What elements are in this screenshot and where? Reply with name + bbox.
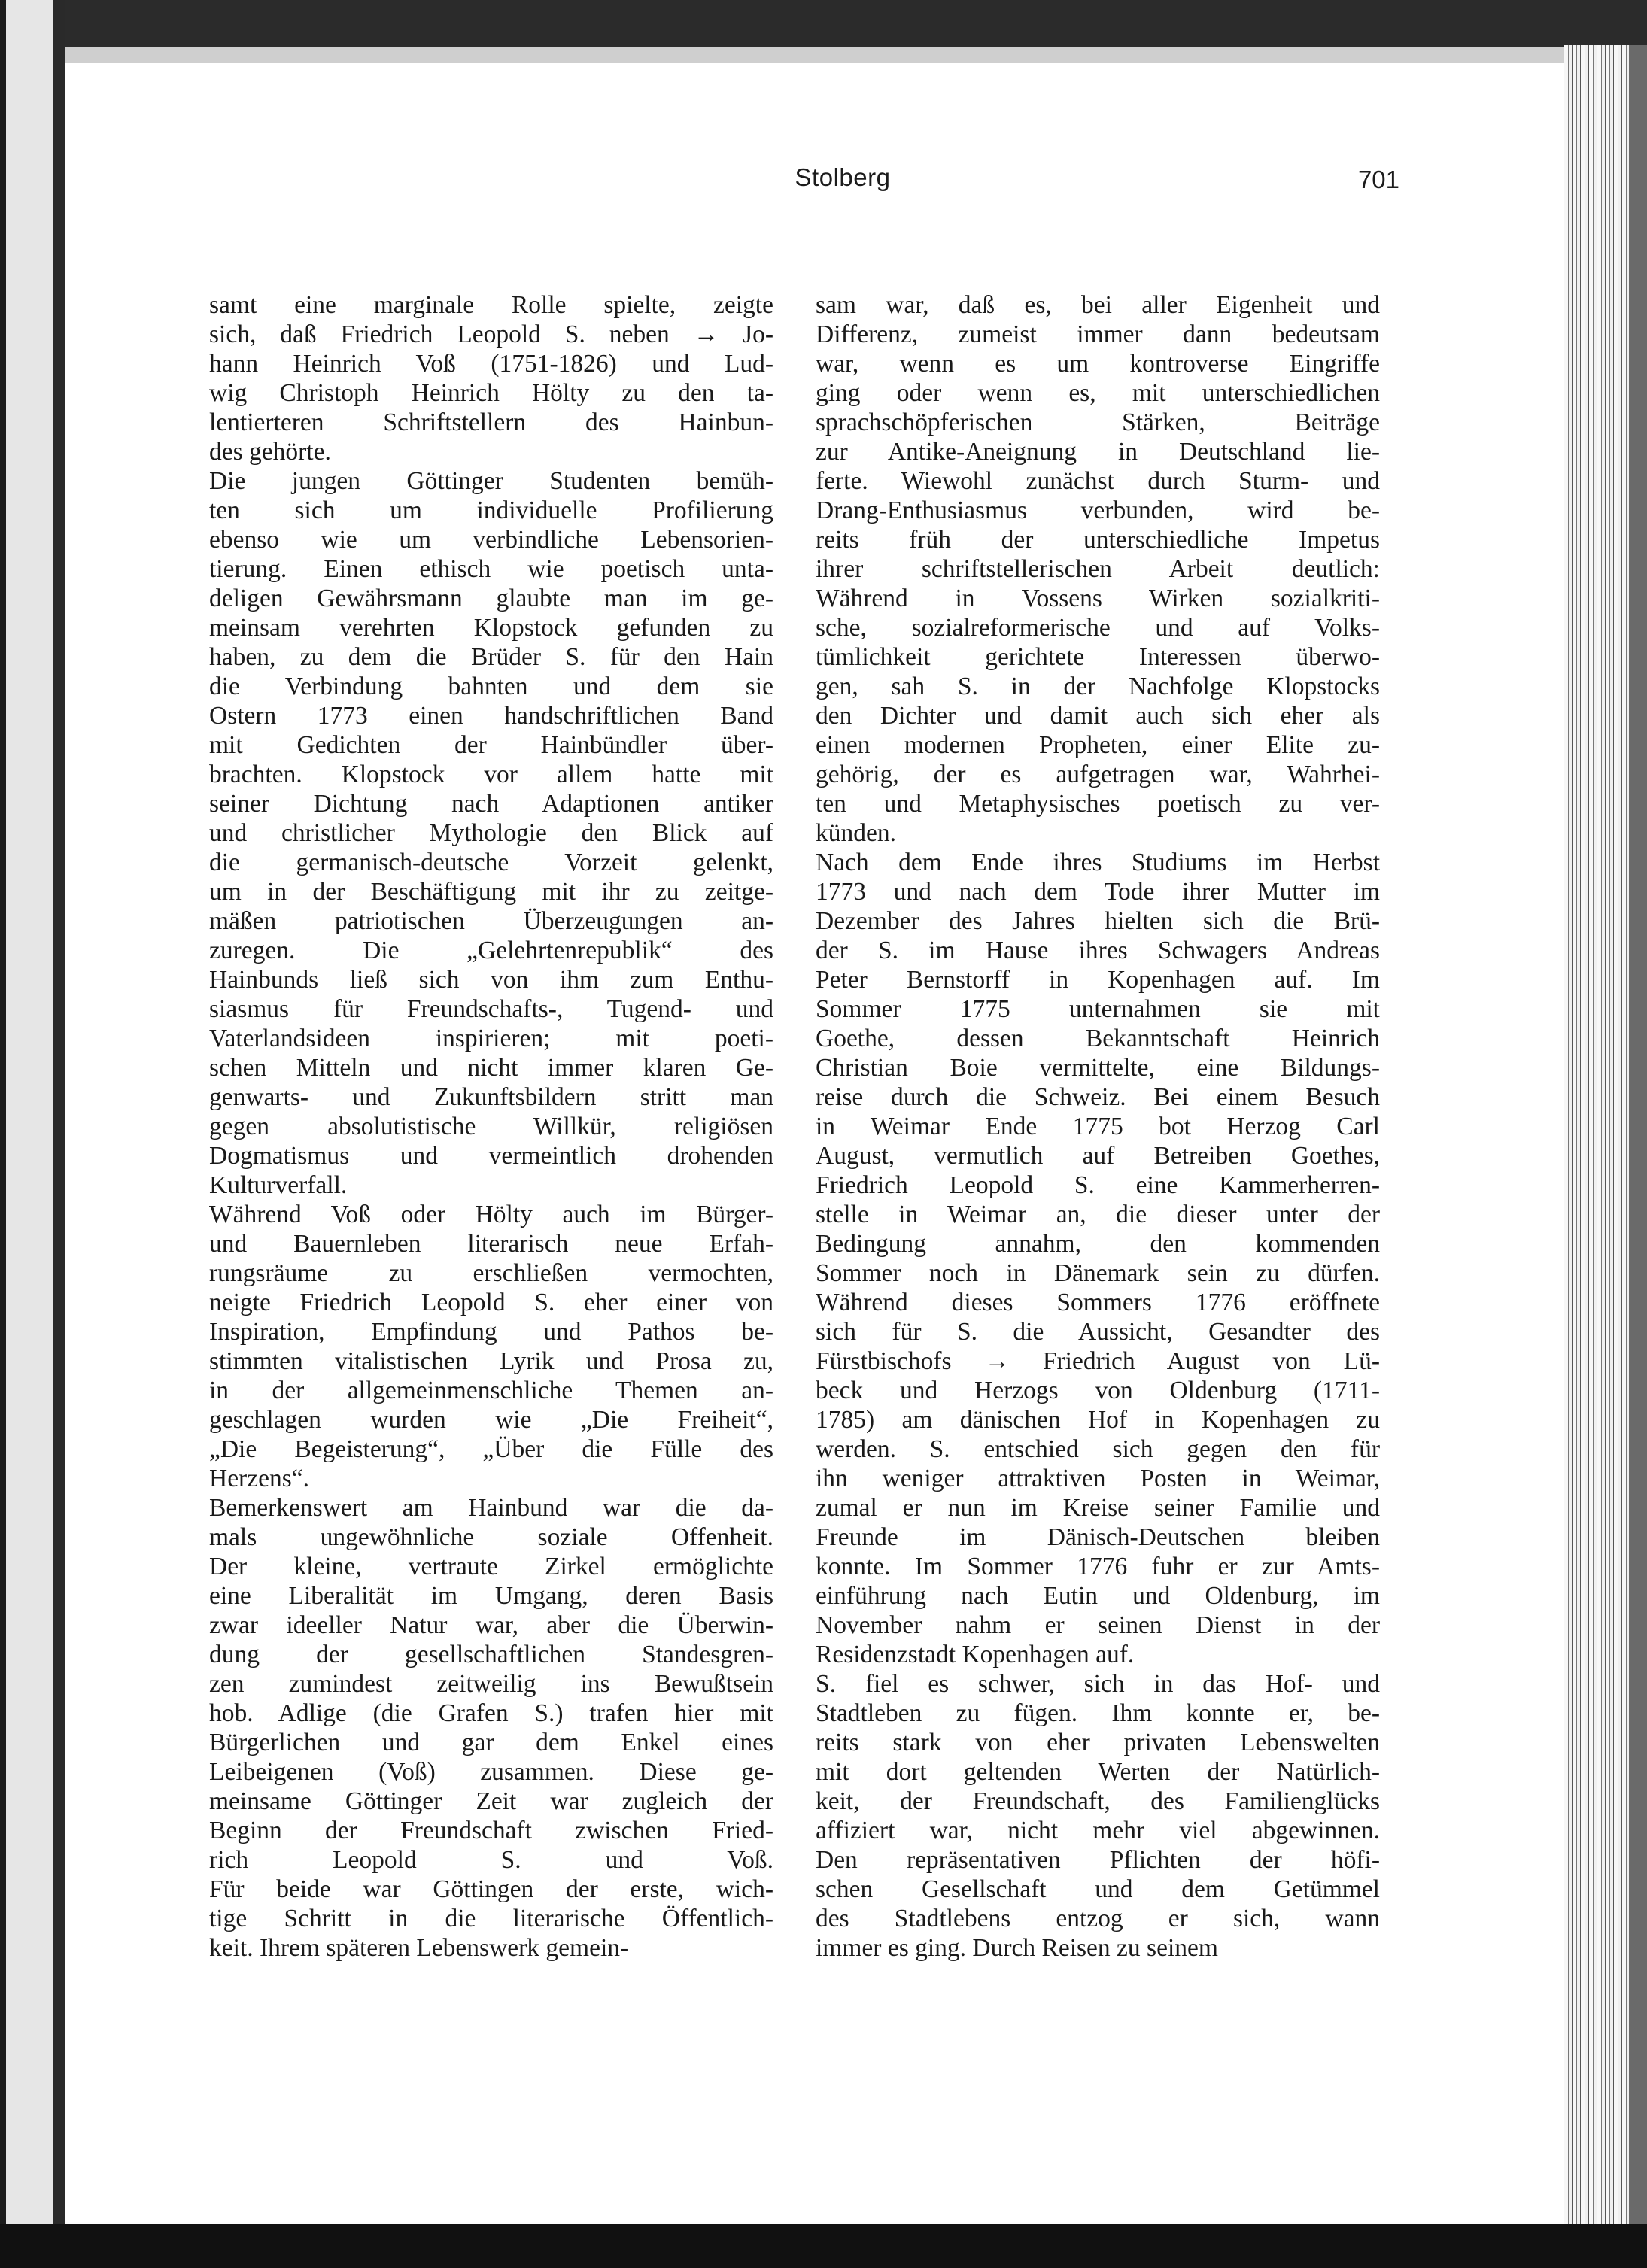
text-line: Der kleine, vertraute Zirkel ermöglichte <box>209 1553 773 1580</box>
text-line: brachten. Klopstock vor allem hatte mit <box>209 761 773 788</box>
text-line: Goethe, dessen Bekanntschaft Heinrich <box>816 1025 1380 1052</box>
text-line: 1785) am dänischen Hof in Kopenhagen zu <box>816 1406 1380 1434</box>
text-line: rungsräume zu erschließen vermochten, <box>209 1259 773 1287</box>
text-line: Friedrich Leopold S. eine Kammerherren- <box>816 1171 1380 1199</box>
text-line: keit, der Freundschaft, des Familienglücks <box>816 1787 1380 1815</box>
text-line: S. fiel es schwer, sich in das Hof- und <box>816 1670 1380 1698</box>
text-line: einen modernen Propheten, einer Elite zu- <box>816 731 1380 759</box>
text-line: Herzens“. <box>209 1465 309 1492</box>
text-line: gegen absolutistische Willkür, religiösen <box>209 1113 773 1140</box>
text-line: hann Heinrich Voß (1751-1826) und Lud- <box>209 350 773 378</box>
text-line: Dezember des Jahres hielten sich die Brü- <box>816 907 1380 935</box>
text-line: gen, sah S. in der Nachfolge Klopstocks <box>816 673 1380 700</box>
text-line: sche, sozialreformerische und auf Volks- <box>816 614 1380 642</box>
facing-page-edge <box>0 0 65 2268</box>
text-line: tige Schritt in die literarische Öffentlich- <box>209 1905 773 1933</box>
text-line: meinsam verehrten Klopstock gefunden zu <box>209 614 773 642</box>
text-line: Christian Boie vermittelte, eine Bildungs- <box>816 1054 1380 1082</box>
text-line: in der allgemeinmenschliche Themen an- <box>209 1377 773 1404</box>
text-line: die Verbindung bahnten und dem sie <box>209 673 773 700</box>
text-line: reits stark von eher privaten Lebenswelten <box>816 1729 1380 1756</box>
text-line: Dogmatismus und vermeintlich drohenden <box>209 1142 773 1170</box>
text-line: konnte. Im Sommer 1776 fuhr er zur Amts- <box>816 1553 1380 1580</box>
text-line: genwarts- und Zukunftsbildern stritt man <box>209 1083 773 1111</box>
text-line: mäßen patriotischen Überzeugungen an- <box>209 907 773 935</box>
text-line: Bemerkenswert am Hainbund war die da- <box>209 1494 773 1522</box>
text-line: sich für S. die Aussicht, Gesandter des <box>816 1318 1380 1346</box>
text-line: Nach dem Ende ihres Studiums im Herbst <box>816 849 1380 876</box>
text-line: immer es ging. Durch Reisen zu seinem <box>816 1934 1218 1962</box>
text-line: November nahm er seinen Dienst in der <box>816 1611 1380 1639</box>
text-line: künden. <box>816 819 896 847</box>
text-line: in Weimar Ende 1775 bot Herzog Carl <box>816 1113 1380 1140</box>
text-line: meinsame Göttinger Zeit war zugleich der <box>209 1787 773 1815</box>
text-line: 1773 und nach dem Tode ihrer Mutter im <box>816 878 1380 906</box>
text-line: Für beide war Göttingen der erste, wich- <box>209 1875 773 1903</box>
text-line: siasmus für Freundschafts-, Tugend- und <box>209 995 773 1023</box>
running-title: Stolberg <box>795 163 891 191</box>
text-line: mit Gedichten der Hainbündler über- <box>209 731 773 759</box>
text-line: lentierteren Schriftstellern des Hainbun- <box>209 408 773 436</box>
text-line: werden. S. entschied sich gegen den für <box>816 1435 1380 1463</box>
text-line: eine Liberalität im Umgang, deren Basis <box>209 1582 773 1610</box>
text-line: deligen Gewährsmann glaubte man im ge- <box>209 584 773 612</box>
text-line: mals ungewöhnliche soziale Offenheit. <box>209 1523 773 1551</box>
text-line: Kulturverfall. <box>209 1171 348 1199</box>
text-line: gehörig, der es aufgetragen war, Wahrhei- <box>816 761 1380 788</box>
text-line: Ostern 1773 einen handschriftlichen Band <box>209 702 773 730</box>
text-line: Sommer noch in Dänemark sein zu dürfen. <box>816 1259 1380 1287</box>
text-line: wig Christoph Heinrich Hölty zu den ta- <box>209 379 773 407</box>
book-bottom-edge <box>0 2224 1647 2268</box>
text-line: Leibeigenen (Voß) zusammen. Diese ge- <box>209 1758 773 1786</box>
text-line: Hainbunds ließ sich von ihm zum Enthu- <box>209 966 773 994</box>
text-line: Drang-Enthusiasmus verbunden, wird be- <box>816 496 1380 524</box>
text-line: reise durch die Schweiz. Bei einem Besuch <box>816 1083 1380 1111</box>
text-line: Während dieses Sommers 1776 eröffnete <box>816 1289 1380 1316</box>
text-line: zur Antike-Aneignung in Deutschland lie- <box>816 438 1380 466</box>
text-line: und Bauernleben literarisch neue Erfah- <box>209 1230 773 1258</box>
page-number: 701 <box>1357 165 1399 193</box>
text-line: samt eine marginale Rolle spielte, zeigte <box>209 291 773 319</box>
text-line: stimmten vitalistischen Lyrik und Prosa zu, <box>209 1347 773 1375</box>
text-line: einführung nach Eutin und Oldenburg, im <box>816 1582 1380 1610</box>
text-line: keit. Ihrem späteren Lebenswerk gemein- <box>209 1934 629 1962</box>
text-line: Während in Vossens Wirken sozialkriti- <box>816 584 1380 612</box>
text-line: ebenso wie um verbindliche Lebensorien- <box>209 526 773 554</box>
text-line: „Die Begeisterung“, „Über die Fülle des <box>209 1435 773 1463</box>
text-line: ihrer schriftstellerischen Arbeit deutlich: <box>816 555 1380 583</box>
text-line: zumal er nun im Kreise seiner Familie und <box>816 1494 1380 1522</box>
text-line: rich Leopold S. und Voß. <box>209 1846 773 1874</box>
text-line: Den repräsentativen Pflichten der höfi- <box>816 1846 1380 1874</box>
text-line: tümlichkeit gerichtete Interessen überwo- <box>816 643 1380 671</box>
text-line: zen zumindest zeitweilig ins Bewußtsein <box>209 1670 773 1698</box>
text-line: seiner Dichtung nach Adaptionen antiker <box>209 790 773 818</box>
text-line: Vaterlandsideen inspirieren; mit poeti- <box>209 1025 773 1052</box>
text-line: geschlagen wurden wie „Die Freiheit“, <box>209 1406 773 1434</box>
text-line: Residenzstadt Kopenhagen auf. <box>816 1641 1135 1668</box>
text-line: Stadtleben zu fügen. Ihm konnte er, be- <box>816 1699 1380 1727</box>
text-line: war, wenn es um kontroverse Eingriffe <box>816 350 1380 378</box>
text-line: haben, zu dem die Brüder S. für den Hain <box>209 643 773 671</box>
text-line: um in der Beschäftigung mit ihr zu zeitge- <box>209 878 773 906</box>
page-stack-edge <box>1564 45 1647 2234</box>
text-line: zwar ideeller Natur war, aber die Überwin- <box>209 1611 773 1639</box>
text-line: des Stadtlebens entzog er sich, wann <box>816 1905 1380 1933</box>
text-line: und christlicher Mythologie den Blick auf <box>209 819 773 847</box>
text-line: schen Gesellschaft und dem Getümmel <box>816 1875 1380 1903</box>
left-column <box>209 290 773 1963</box>
text-line: zuregen. Die „Gelehrtenrepublik“ des <box>209 937 773 964</box>
text-line: ferte. Wiewohl zunächst durch Sturm- und <box>816 467 1380 495</box>
text-line: den Dichter und damit auch sich eher als <box>816 702 1380 730</box>
text-line: Während Voß oder Hölty auch im Bürger- <box>209 1201 773 1228</box>
text-line: Sommer 1775 unternahmen sie mit <box>816 995 1380 1023</box>
text-line: Peter Bernstorff in Kopenhagen auf. Im <box>816 966 1380 994</box>
text-line: Differenz, zumeist immer dann bedeutsam <box>816 320 1380 348</box>
text-line: schen Mitteln und nicht immer klaren Ge- <box>209 1054 773 1082</box>
text-line: tierung. Einen ethisch wie poetisch unta- <box>209 555 773 583</box>
text-line: hob. Adlige (die Grafen S.) trafen hier mit <box>209 1699 773 1727</box>
text-line: ten sich um individuelle Profilierung <box>209 496 773 524</box>
text-line: Beginn der Freundschaft zwischen Fried- <box>209 1817 773 1844</box>
text-line: Fürstbischofs → Friedrich August von Lü- <box>816 1347 1380 1375</box>
text-line: beck und Herzogs von Oldenburg (1711- <box>816 1377 1380 1404</box>
text-line: Freunde im Dänisch-Deutschen bleiben <box>816 1523 1380 1551</box>
text-line: sam war, daß es, bei aller Eigenheit und <box>816 291 1380 319</box>
text-line: stelle in Weimar an, die dieser unter der <box>816 1201 1380 1228</box>
text-line: neigte Friedrich Leopold S. eher einer von <box>209 1289 773 1316</box>
text-line: August, vermutlich auf Betreiben Goethes, <box>816 1142 1380 1170</box>
text-line: der S. im Hause ihres Schwagers Andreas <box>816 937 1380 964</box>
text-line: ihn weniger attraktiven Posten in Weimar, <box>816 1465 1380 1492</box>
text-line: Die jungen Göttinger Studenten bemüh- <box>209 467 773 495</box>
text-line: Bürgerlichen und gar dem Enkel eines <box>209 1729 773 1756</box>
text-line: dung der gesellschaftlichen Standesgren- <box>209 1641 773 1668</box>
right-column <box>816 290 1380 1963</box>
text-line: affiziert war, nicht mehr viel abgewinnen. <box>816 1817 1380 1844</box>
text-line: sich, daß Friedrich Leopold S. neben → Jo- <box>209 320 773 348</box>
text-line: Bedingung annahm, den kommenden <box>816 1230 1380 1258</box>
text-line: mit dort geltenden Werten der Natürlich- <box>816 1758 1380 1786</box>
text-line: reits früh der unterschiedliche Impetus <box>816 526 1380 554</box>
text-line: des gehörte. <box>209 438 331 466</box>
text-line: Inspiration, Empfindung und Pathos be- <box>209 1318 773 1346</box>
text-line: ten und Metaphysisches poetisch zu ver- <box>816 790 1380 818</box>
text-line: sprachschöpferischen Stärken, Beiträge <box>816 408 1380 436</box>
text-line: ging oder wenn es, mit unterschiedlichen <box>816 379 1380 407</box>
text-line: die germanisch-deutsche Vorzeit gelenkt, <box>209 849 773 876</box>
